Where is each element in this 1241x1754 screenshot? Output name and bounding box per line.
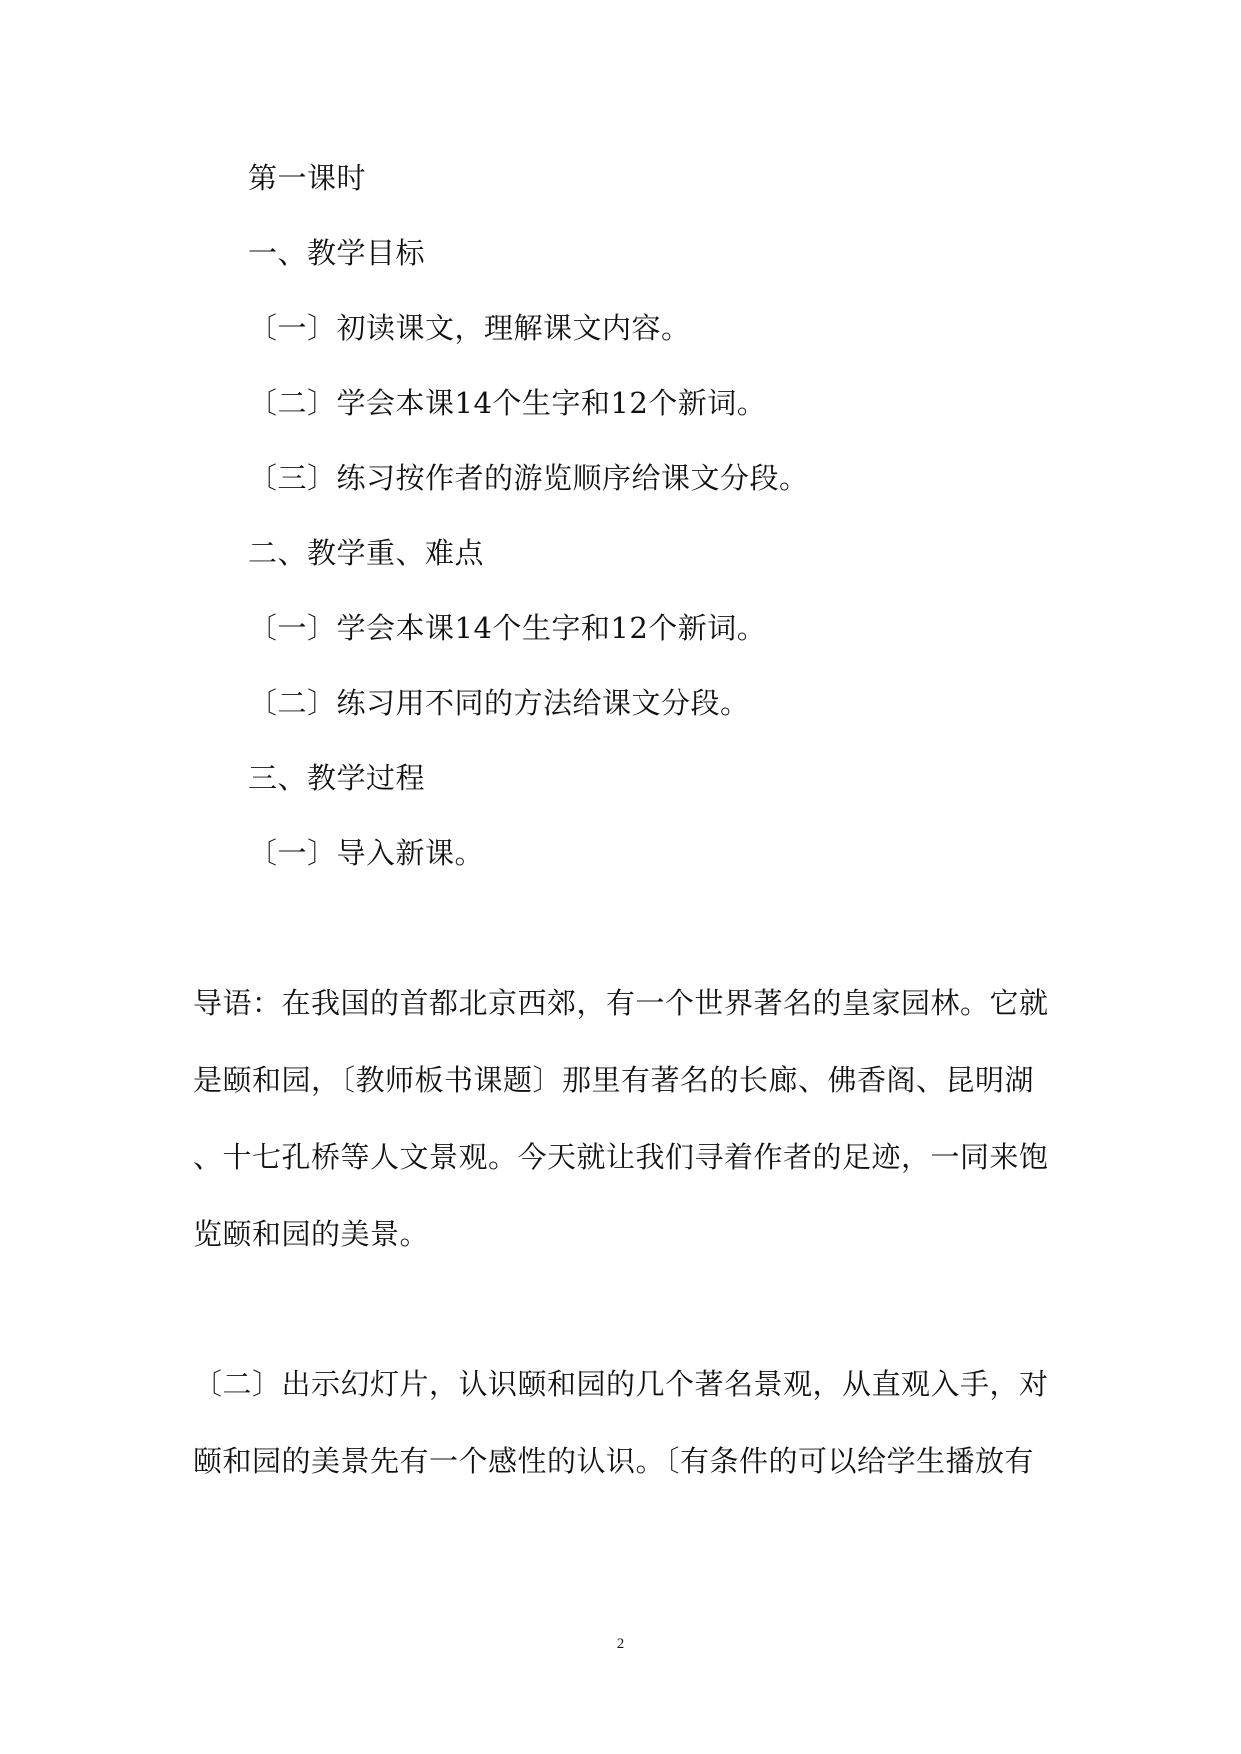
process-step: 〔一〕导入新课。 [248, 836, 485, 870]
step2-paragraph-line: 颐和园的美景先有一个感性的认识。〔有条件的可以给学生播放有 [193, 1444, 1035, 1478]
intro-paragraph-line: 导语：在我国的首都北京西郊，有一个世界著名的皇家园林。它就 [193, 986, 1049, 1020]
objective-item: 〔二〕学会本课14个生字和12个新词。 [248, 386, 767, 420]
objective-item: 〔三〕练习按作者的游览顺序给课文分段。 [248, 461, 809, 495]
lesson-heading: 第一课时 [248, 161, 367, 195]
intro-paragraph-line: 览颐和园的美景。 [193, 1217, 430, 1251]
objective-item: 〔一〕初读课文，理解课文内容。 [248, 311, 691, 345]
section-title-key-points: 二、教学重、难点 [248, 536, 485, 570]
intro-paragraph-line: 是颐和园，〔教师板书课题〕那里有著名的长廊、佛香阁、昆明湖 [193, 1063, 1035, 1097]
intro-paragraph-line: 、十七孔桥等人文景观。今天就让我们寻着作者的足迹，一同来饱 [193, 1140, 1049, 1174]
key-point-item: 〔二〕练习用不同的方法给课文分段。 [248, 686, 750, 720]
page-number: 2 [616, 1636, 625, 1652]
step2-paragraph-line: 〔二〕出示幻灯片，认识颐和园的几个著名景观，从直观入手，对 [193, 1367, 1049, 1401]
key-point-item: 〔一〕学会本课14个生字和12个新词。 [248, 611, 767, 645]
section-title-objectives: 一、教学目标 [248, 236, 426, 270]
section-title-process: 三、教学过程 [248, 761, 426, 795]
